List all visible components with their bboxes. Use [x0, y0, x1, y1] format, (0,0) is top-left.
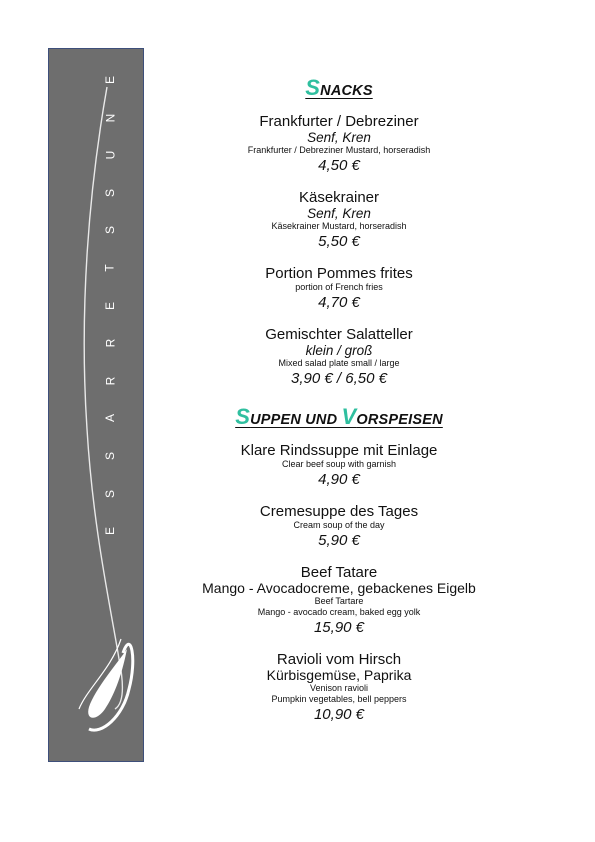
- item-description: Mango - Avocadocreme, gebackenes Eigelb: [202, 580, 476, 596]
- item-translation: Käsekrainer Mustard, horseradish: [271, 221, 407, 231]
- item-price: 3,90 € / 6,50 €: [291, 370, 387, 387]
- menu-item: [170, 442, 508, 489]
- item-translation: Cream soup of the day: [293, 520, 385, 530]
- menu-item: [170, 189, 508, 251]
- vertical-title: [97, 74, 123, 563]
- title-letter: S: [102, 188, 117, 197]
- item-price: 5,90 €: [318, 532, 360, 549]
- item-name: Ravioli vom Hirsch: [276, 651, 402, 668]
- menu-item: [170, 503, 508, 550]
- title-letter: S: [102, 451, 117, 460]
- item-name: Cremesuppe des Tages: [259, 503, 419, 520]
- item-translation: portion of French fries: [295, 282, 383, 292]
- item-name: Käsekrainer: [298, 189, 380, 206]
- title-letter: A: [102, 414, 117, 423]
- item-translation: Beef Tartare: [314, 596, 364, 606]
- item-price: 5,50 €: [318, 233, 360, 250]
- item-name: Frankfurter / Debreziner: [259, 113, 419, 130]
- menu-item: [170, 113, 508, 175]
- item-price: 4,90 €: [318, 471, 360, 488]
- section-initial: V: [341, 404, 357, 429]
- title-letter: R: [102, 376, 117, 386]
- item-description: klein / groß: [305, 343, 373, 358]
- item-price: 4,50 €: [318, 157, 360, 174]
- item-translation: Mixed salad plate small / large: [278, 358, 400, 368]
- item-price: 4,70 €: [318, 294, 360, 311]
- item-name: Gemischter Salatteller: [265, 326, 413, 343]
- section-title-text: NACKS: [320, 83, 373, 99]
- menu-item: [170, 265, 508, 312]
- section-title-text: UPPEN UND: [250, 412, 342, 428]
- title-letter: E: [102, 301, 117, 310]
- title-letter: E: [102, 527, 117, 536]
- item-description: Senf, Kren: [307, 206, 371, 221]
- item-translation: Clear beef soup with garnish: [281, 459, 397, 469]
- section-initial: S: [305, 75, 321, 100]
- item-translation: Venison ravioli: [309, 683, 369, 693]
- item-name: Klare Rindssuppe mit Einlage: [240, 442, 438, 459]
- menu-item: [170, 564, 508, 637]
- title-letter: S: [102, 489, 117, 498]
- item-name: Beef Tatare: [300, 564, 378, 581]
- title-letter: R: [102, 338, 117, 348]
- title-letter: T: [103, 264, 117, 272]
- menu: [170, 75, 508, 738]
- item-translation: Frankfurter / Debreziner Mustard, horseradish: [247, 145, 431, 155]
- title-letter: U: [102, 150, 117, 160]
- menu-item: [170, 326, 508, 388]
- section-title-text: ORSPEISEN: [356, 412, 443, 428]
- item-description: Senf, Kren: [307, 130, 371, 145]
- item-description: Kürbisgemüse, Paprika: [266, 667, 412, 683]
- section-initial: S: [235, 404, 251, 429]
- title-letter: N: [102, 113, 117, 122]
- item-price: 15,90 €: [313, 619, 365, 636]
- side-banner: [48, 48, 144, 762]
- title-letter: S: [102, 226, 117, 235]
- title-letter: E: [102, 75, 117, 85]
- section-title-soups-starters: [170, 404, 508, 430]
- item-translation: Mango - avocado cream, baked egg yolk: [257, 607, 421, 617]
- section-title-snacks: [170, 75, 508, 101]
- item-name: Portion Pommes frites: [265, 265, 413, 282]
- item-translation: Pumpkin vegetables, bell peppers: [271, 694, 407, 704]
- item-price: 10,90 €: [313, 706, 365, 723]
- menu-item: [170, 651, 508, 724]
